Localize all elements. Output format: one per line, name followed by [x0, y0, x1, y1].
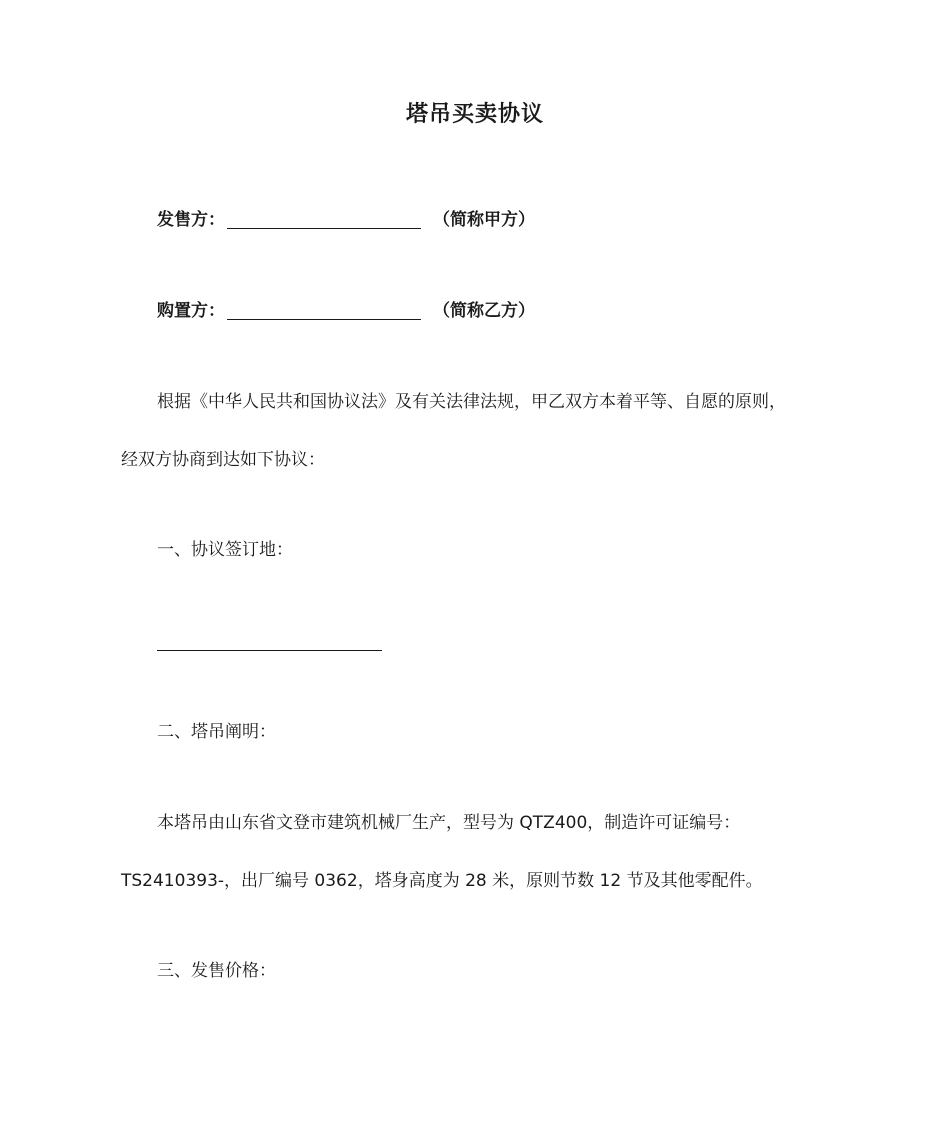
buyer-name-blank — [227, 301, 421, 320]
seller-name-blank — [227, 210, 421, 229]
section-1-heading: 一、协议签订地： — [157, 540, 293, 560]
seller-suffix: （简称甲方） — [433, 210, 535, 230]
section-3-heading: 三、发售价格： — [157, 961, 276, 981]
intro-paragraph-line-2: 经双方协商到达如下协议： — [121, 450, 325, 470]
document-title: 塔吊买卖协议 — [405, 102, 544, 127]
intro-paragraph-line-1: 根据《中华人民共和国协议法》及有关法律法规，甲乙双方本着平等、自愿的原则， — [157, 392, 786, 412]
buyer-suffix: （简称乙方） — [433, 301, 535, 321]
section-2-paragraph-line-1: 本塔吊由山东省文登市建筑机械厂生产，型号为 QTZ400，制造许可证编号： — [157, 813, 741, 833]
section-2-heading: 二、塔吊阐明： — [157, 722, 276, 742]
buyer-line — [157, 299, 535, 323]
seller-label: 发售方： — [157, 210, 225, 230]
seller-line — [157, 208, 535, 232]
buyer-label: 购置方： — [157, 301, 225, 321]
signing-place-blank — [157, 650, 382, 651]
section-2-paragraph-line-2: TS2410393-，出厂编号 0362，塔身高度为 28 米，原则节数 12 节及其他零配件。 — [121, 871, 763, 891]
